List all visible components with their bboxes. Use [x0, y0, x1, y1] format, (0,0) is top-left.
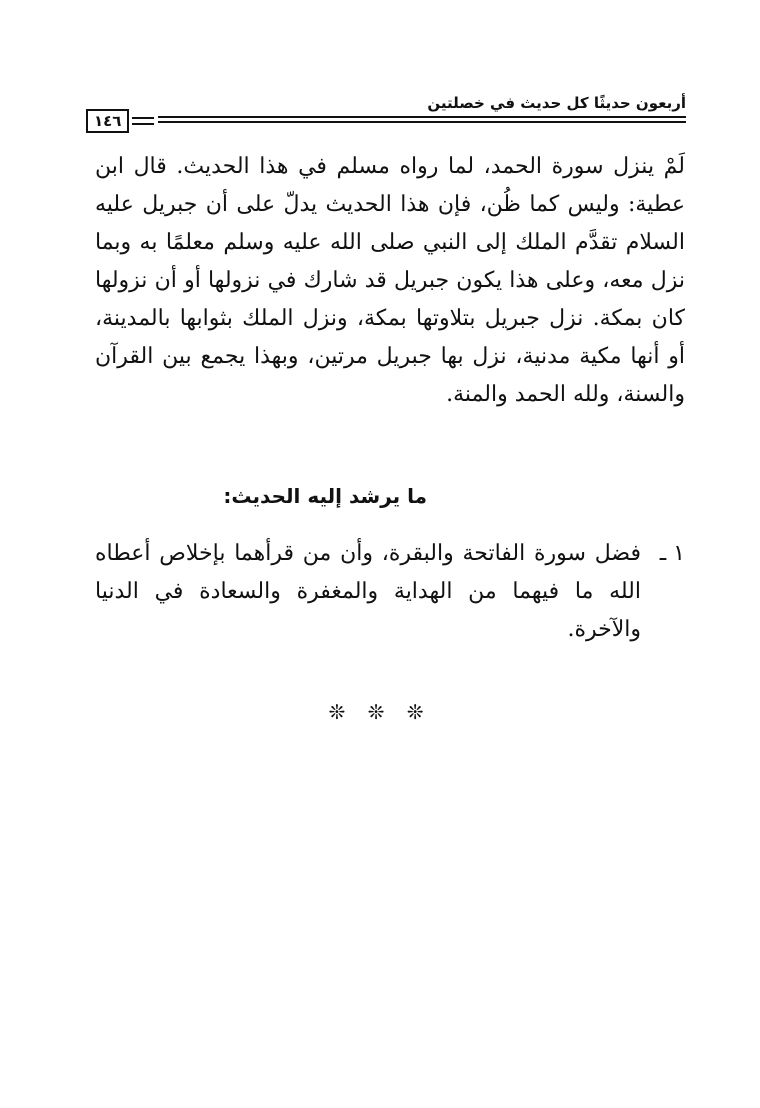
page-header: [86, 90, 686, 138]
page-number-group: [86, 108, 158, 134]
list-item: [95, 535, 685, 649]
body-paragraph: لَمْ ينزل سورة الحمد، لما رواه مسلم في هذا الحديث. قال ابن عطية: وليس كما ظُن، فإن هذا الحديث يدلّ على أن جبريل عليه السلام تقدَّم الملك إلى النبي صلى الله عليه وسلم معلمًا به وبما نزل معه، وعلى هذا يكون جبريل قد شارك في نزولها أو أن نزولها كان بمكة. نزل جبريل بتلاوتها بمكة، ونزل الملك بثوابها بالمدينة، أو أنها مكية مدنية، نزل بها جبريل مرتين، وبهذا يجمع بين القرآن والسنة، ولله الحمد والمنة.: [95, 154, 685, 407]
running-title: أربعون حديثًا كل حديث في خصلتين: [427, 94, 686, 112]
list-item-text: فضل سورة الفاتحة والبقرة، وأن من قرأهما بإخلاص أعطاه الله ما فيهما من الهداية والمغفرة والسعادة في الدنيا والآخرة.: [95, 541, 641, 642]
asterism-separator: ❊ ❊ ❊: [328, 700, 432, 724]
list-item-number: ١ ـ: [659, 541, 685, 566]
page-number: ١٤٦: [86, 109, 129, 133]
guidance-list: [95, 535, 685, 649]
section-title: ما يرشد إليه الحديث:: [223, 484, 427, 508]
header-rule: [96, 116, 686, 126]
page-number-rule: [132, 116, 154, 126]
